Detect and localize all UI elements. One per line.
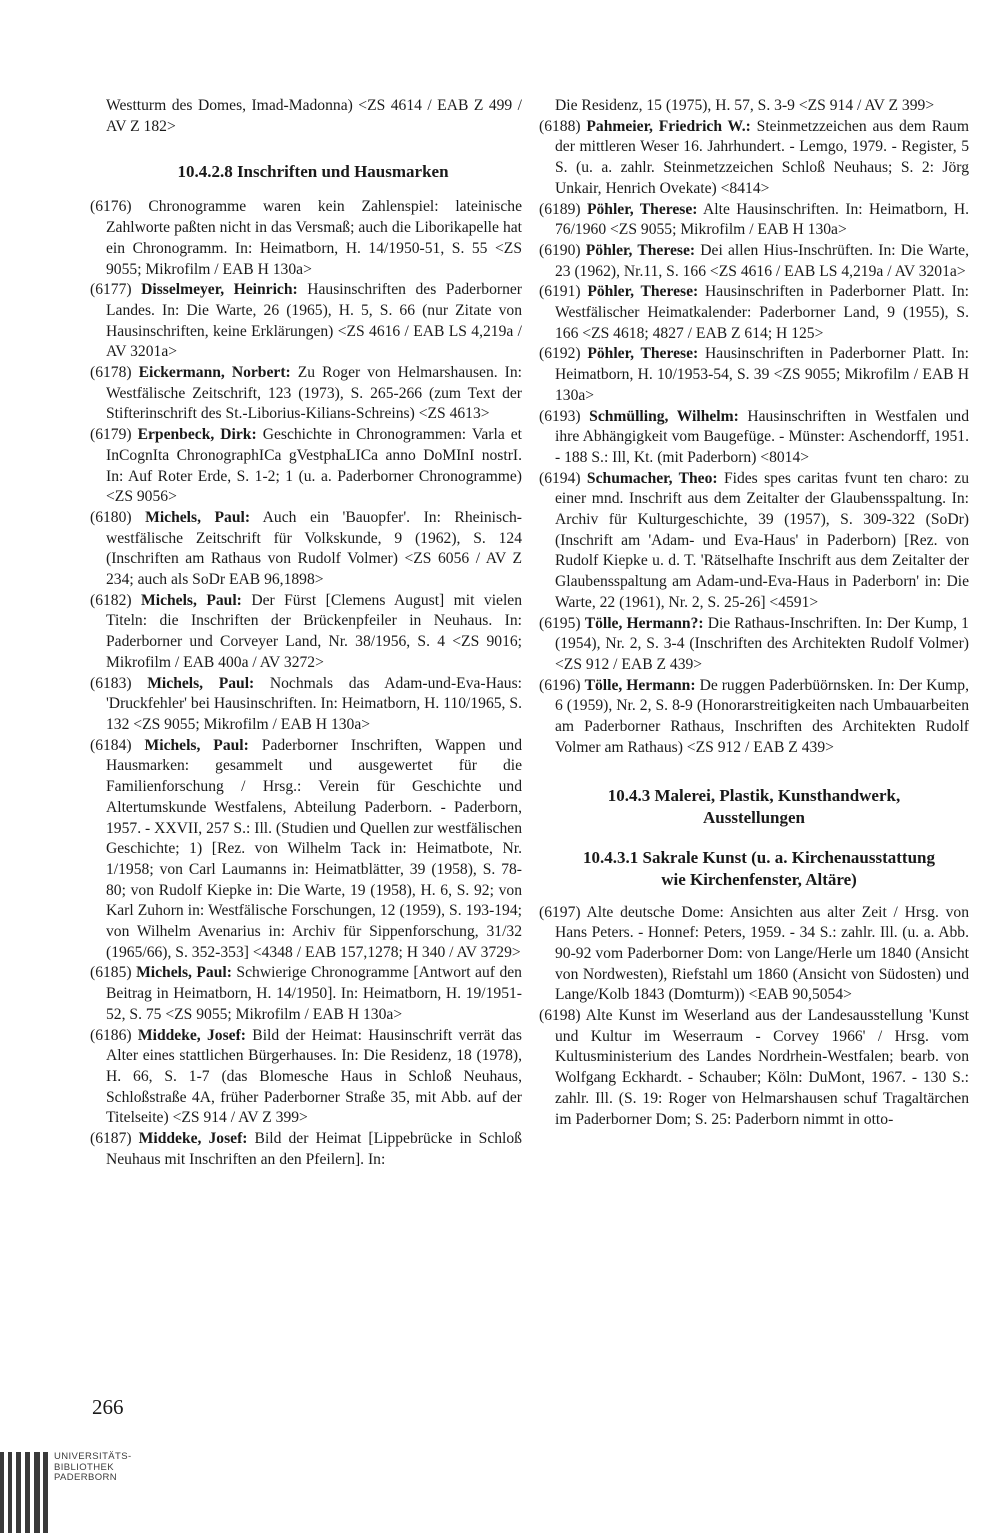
entry-author: Erpenbeck, Dirk: (137, 426, 257, 444)
entry-number: (6193) (539, 407, 581, 425)
entry-text: Alte deutsche Dome: Ansichten aus alter Zeit / Hrsg. von Hans Peters. - Honnef: Peters, 1959. - 34 S.: zahlr. Ill. (u. a. Abb. 90-92 vom Paderborner Dom: von Lange/Herle um 1840 (Ansicht von Nordwesten), Riefstahl um 1860 (Ansicht von Südosten) und Lange/Kolb 1843 (Domturm)) <EAB 90,5054> (555, 903, 969, 1004)
bibliography-entry (539, 200, 969, 241)
bibliography-entry (90, 736, 522, 964)
library-name-line: UNIVERSITÄTS- (54, 1451, 132, 1462)
bibliography-entry (90, 674, 522, 736)
bibliography-entry (90, 963, 522, 1025)
entry-text: Der Fürst [Clemens August] mit vielen Titeln: die Inschriften der Brückenpfeiler in Neuhaus. In: Paderborner und Corveyer Land, Nr. 38/1956, S. 4 <ZS 9016; Mikrofilm / EAB 400a / AV 3272> (106, 591, 522, 671)
entry-author: Schumacher, Theo: (586, 469, 718, 487)
bibliography-entry (90, 425, 522, 508)
entry-author: Middeke, Josef: (138, 1130, 248, 1148)
entry-list (539, 117, 969, 759)
entry-author: Pöhler, Therese: (585, 241, 696, 259)
heading-line: wie Kirchenfenster, Altäre) (661, 869, 857, 889)
library-name-line: PADERBORN (54, 1472, 118, 1483)
bibliography-entry (539, 903, 969, 1007)
entry-number: (6192) (539, 345, 581, 363)
entry-author: Michels, Paul: (136, 964, 232, 982)
bibliography-entry (539, 676, 969, 759)
entry-text: Geschichte in Chronogrammen: Varla et InCognIta ChronographICa gVestphaLICa anno DoMInI nostrI. In: Auf Roter Erde, S. 1-2; 1 (u. a. Paderborner Chronogramme) <ZS 9056> (106, 426, 523, 506)
bibliography-entry (90, 1026, 522, 1130)
bibliography-entry (539, 407, 969, 469)
entry-author: Pöhler, Therese: (587, 283, 699, 301)
bibliography-entry (539, 117, 969, 200)
entry-number: (6187) (90, 1130, 132, 1148)
entry-author: Disselmeyer, Heinrich: (141, 281, 298, 299)
entry-number: (6190) (539, 241, 581, 259)
entry-text: Hausinschriften in Paderborner Platt. In: Westfälischer Heimatkalender: Paderborner Land, 9 (1955), S. 166 <ZS 4618; 4827 / EAB Z 614; H 125> (555, 283, 969, 342)
page-number: 266 (92, 1395, 124, 1419)
entry-number: (6180) (90, 508, 132, 526)
bibliography-entry (539, 614, 969, 676)
library-name (54, 1452, 132, 1484)
bibliography-entry (539, 1006, 969, 1130)
entry-text: Steinmetzzeichen aus dem Raum der mittleren Weser 16. Jahrhundert. - Lemgo, 1979. - Register, 5 S. (u. a. zahlr. Steinmetzzeichen Schloß Neuhaus; S. 2: Jörg Unkair, Henrich Ovekate) <8414> (555, 117, 969, 197)
heading-line: 10.4.3.1 Sakrale Kunst (u. a. Kirchenausstattung (582, 847, 935, 867)
entry-number: (6182) (90, 591, 132, 609)
entry-text: De ruggen Paderbüörnsken. In: Der Kump, 6 (1959), Nr. 2, S. 8-9 (Honorarstreitigkeiten nach Umbauarbeiten am Paderborner Rathaus, Inschriften des Architekten Rudolf Volmer am Rathaus) <ZS 912 / EAB Z 439> (555, 676, 969, 756)
entry-text: Alte Kunst im Weserland aus der Landesausstellung 'Kunst und Kultur im Weserraum - Corvey 1966' / Hrsg. vom Kultusministerium des Landes Nordrhein-Westfalen; bearb. von Wolfgang Eckhardt. - Schauber; Köln: DuMont, 1967. - 130 S.: zahlr. Ill. (S. 19: Roger von Helmarshausen schuf Tragaltärchen im Paderborner Dom; S. 25: Paderborn nimmt in otto- (555, 1007, 969, 1128)
entry-author: Middeke, Josef: (137, 1026, 246, 1044)
entry-text: Hausinschriften des Paderborner Landes. In: Die Warte, 26 (1965), H. 5, S. 66 (nur Zitate von Hausinschriften, keine Erklärungen) <ZS 4616 / EAB LS 4,219a / AV 3201a> (106, 281, 522, 361)
bibliography-entry (90, 280, 522, 363)
entry-text: Hausinschriften in Paderborner Platt. In: Heimatborn, H. 10/1953-54, S. 39 <ZS 9055; Mikrofilm / EAB H 130a> (555, 345, 969, 404)
entry-list (539, 903, 969, 1131)
entry-number: (6184) (90, 736, 132, 754)
entry-text: Bild der Heimat [Lippebrücke in Schloß Neuhaus mit Inschriften an den Pfeilern]. In: (106, 1130, 522, 1168)
entry-number: (6186) (90, 1026, 132, 1044)
entry-text: Paderborner Inschriften, Wappen und Hausmarken: gesammelt und ausgewertet für die Familienforschung / Hrsg.: Verein für Geschichte und Altertumskunde Westfalens, Abteilung Paderborn. - Paderborn, 1957. - XXVII, 257 S.: Ill. (Studien und Quellen zur westfälischen Geschichte; 1) [Rez. von Wilhelm Tack in: Heimatbote, Nr. 1/1958; von Carl Laumanns in: Heimatblätter, 39 (1958), S. 78-80; von Rudolf Kiepke in: Die Warte, 19 (1958), H. 6, S. 92; von Karl Zuhorn in: Westfälische Forschungen, 12 (1959), S. 193-194; von Wilhelm Avenarius in: Archiv für Sippenforschung, 31/32 (1965/66), S. 352-353] <4348 / EAB 157,1278; H 340 / AV 3729> (106, 736, 522, 961)
entry-number: (6178) (90, 364, 132, 382)
entry-number: (6196) (539, 676, 581, 694)
entry-number: (6185) (90, 964, 132, 982)
entry-text: Die Rathaus-Inschriften. In: Der Kump, 1 (1954), Nr. 2, S. 3-4 (Inschriften des Architekten Rudolf Volmer) <ZS 912 / EAB Z 439> (555, 614, 969, 673)
entry-number: (6179) (90, 426, 132, 444)
entry-number: (6183) (90, 674, 132, 692)
entry-text: Schwierige Chronogramme [Antwort auf den Beitrag in Heimatborn, H. 14/1950]. In: Heimatborn, H. 19/1951-52, S. 75 <ZS 9055; Mikrofilm / EAB H 130a> (106, 964, 522, 1023)
entry-author: Michels, Paul: (144, 736, 249, 754)
entry-author: Michels, Paul: (145, 508, 251, 526)
entry-author: Michels, Paul: (141, 591, 242, 609)
section-heading (539, 785, 969, 829)
continuation-text: Die Residenz, 15 (1975), H. 57, S. 3-9 <ZS 914 / AV Z 399> (555, 97, 935, 114)
entry-number: (6197) (539, 903, 581, 921)
entry-text: Dei allen Hius-Inschrüften. In: Die Warte, 23 (1962), Nr.11, S. 166 <ZS 4616 / EAB LS 4,219a / AV 3201a> (555, 241, 969, 280)
library-name-line: BIBLIOTHEK (54, 1461, 114, 1473)
heading-line: Ausstellungen (702, 807, 806, 827)
bibliography-entry (90, 363, 522, 425)
bibliography-entry (90, 508, 522, 591)
left-column (90, 96, 522, 1170)
entry-number: (6195) (539, 614, 581, 632)
continuation-text: Westturm des Domes, Imad-Madonna) <ZS 4614 / EAB Z 499 / AV Z 182> (106, 97, 522, 135)
entry-text: Zu Roger von Helmarshausen. In: Westfälische Zeitschrift, 123 (1973), S. 265-266 (zum Text der Stifterinschrift des St.-Liborius-Kilians-Schreins) <ZS 4613> (106, 364, 523, 423)
entry-author: Pöhler, Therese: (587, 345, 699, 363)
entry-text: Chronogramme waren kein Zahlenspiel: lateinische Zahlworte paßten nicht in das Versmaß; auch die Liborikapelle hat ein Chronogramm. In: Heimatborn, H. 14/1950-51, S. 55 <ZS 9055; Mikrofilm / EAB H 130a> (106, 198, 522, 278)
entry-text: Bild der Heimat: Hausinschrift verrät das Alter eines stattlichen Bürgerhauses. In: Die Residenz, 18 (1978), H. 66, S. 1-7 (das Blomesche Haus in Schloß Neuhaus, Schloßstraße 4A, früher Paderborner Straße 35, mit Abb. auf der Titelseite) <ZS 914 / AV Z 399> (106, 1026, 522, 1127)
entry-text: Alte Hausinschriften. In: Heimatborn, H. 76/1960 <ZS 9055; Mikrofilm / EAB H 130a> (555, 200, 969, 239)
section-heading: 10.4.2.8 Inschriften und Hausmarken (177, 162, 449, 182)
subsection-heading (539, 847, 969, 891)
entry-text: Nochmals das Adam-und-Eva-Haus: 'Druckfehler' bei Hausinschriften. In: Heimatborn, H. 110/1965, S. 132 <ZS 9055; Mikrofilm / EAB H 130a> (106, 674, 522, 733)
entry-number: (6191) (539, 283, 581, 301)
entry-author: Michels, Paul: (147, 674, 255, 692)
entry-author: Pöhler, Therese: (586, 200, 698, 218)
entry-number: (6188) (539, 117, 581, 135)
entry-author: Schmülling, Wilhelm: (589, 407, 739, 425)
entry-number: (6198) (539, 1007, 581, 1025)
bibliography-entry (539, 469, 969, 614)
library-logo (0, 1452, 190, 1533)
entry-number: (6177) (90, 281, 132, 299)
entry-list (90, 197, 522, 1170)
heading-line: 10.4.3 Malerei, Plastik, Kunsthandwerk, (607, 785, 901, 805)
bibliography-entry (90, 591, 522, 674)
entry-author: Tölle, Hermann: (584, 676, 696, 694)
entry-text: Fides spes caritas fvunt ten charo: zu einer mnd. Inschrift aus dem Zeitalter der Glaubensspaltung. In: Archiv für Kulturgeschichte, 39 (1957), S. 309-322 (SoDr) (Inschrift am 'Adam- und Eva-Haus' in Paderborn) [Rez. von Rudolf Kiepke u. d. T. 'Rätselhafte Inschrift aus dem Zeitalter der Glaubensspaltung am Adam-und-Eva-Haus in Paderborn' in: Die Warte, 22 (1961), Nr. 2, S. 25-26] <4591> (555, 469, 969, 611)
bibliography-entry (539, 344, 969, 406)
bibliography-entry (90, 1129, 522, 1170)
entry-text: Hausinschriften in Westfalen und ihre Abhängigkeit vom Baugefüge. - Münster: Aschendorff, 1951. - 188 S.: Ill, Kt. (mit Paderborn) <8014> (555, 407, 969, 466)
bibliography-entry (539, 241, 969, 282)
barcode-icon (0, 1452, 48, 1533)
bibliography-entry (90, 197, 522, 280)
entry-text: Auch ein 'Bauopfer'. In: Rheinisch-westfälische Zeitschrift für Volkskunde, 9 (1962), S. 124 (Inschriften am Rathaus von Rudolf Volmer) <ZS 6056 / AV Z 234; auch als SoDr EAB 96,1898> (106, 508, 522, 589)
bibliography-entry (539, 282, 969, 344)
entry-number: (6194) (539, 469, 581, 487)
entry-author: Eickermann, Norbert: (138, 364, 291, 382)
entry-number: (6189) (539, 200, 581, 218)
entry-author: Tölle, Hermann?: (584, 614, 704, 632)
right-column (539, 96, 969, 1130)
entry-number: (6176) (90, 198, 132, 216)
entry-author: Pahmeier, Friedrich W.: (586, 117, 751, 135)
